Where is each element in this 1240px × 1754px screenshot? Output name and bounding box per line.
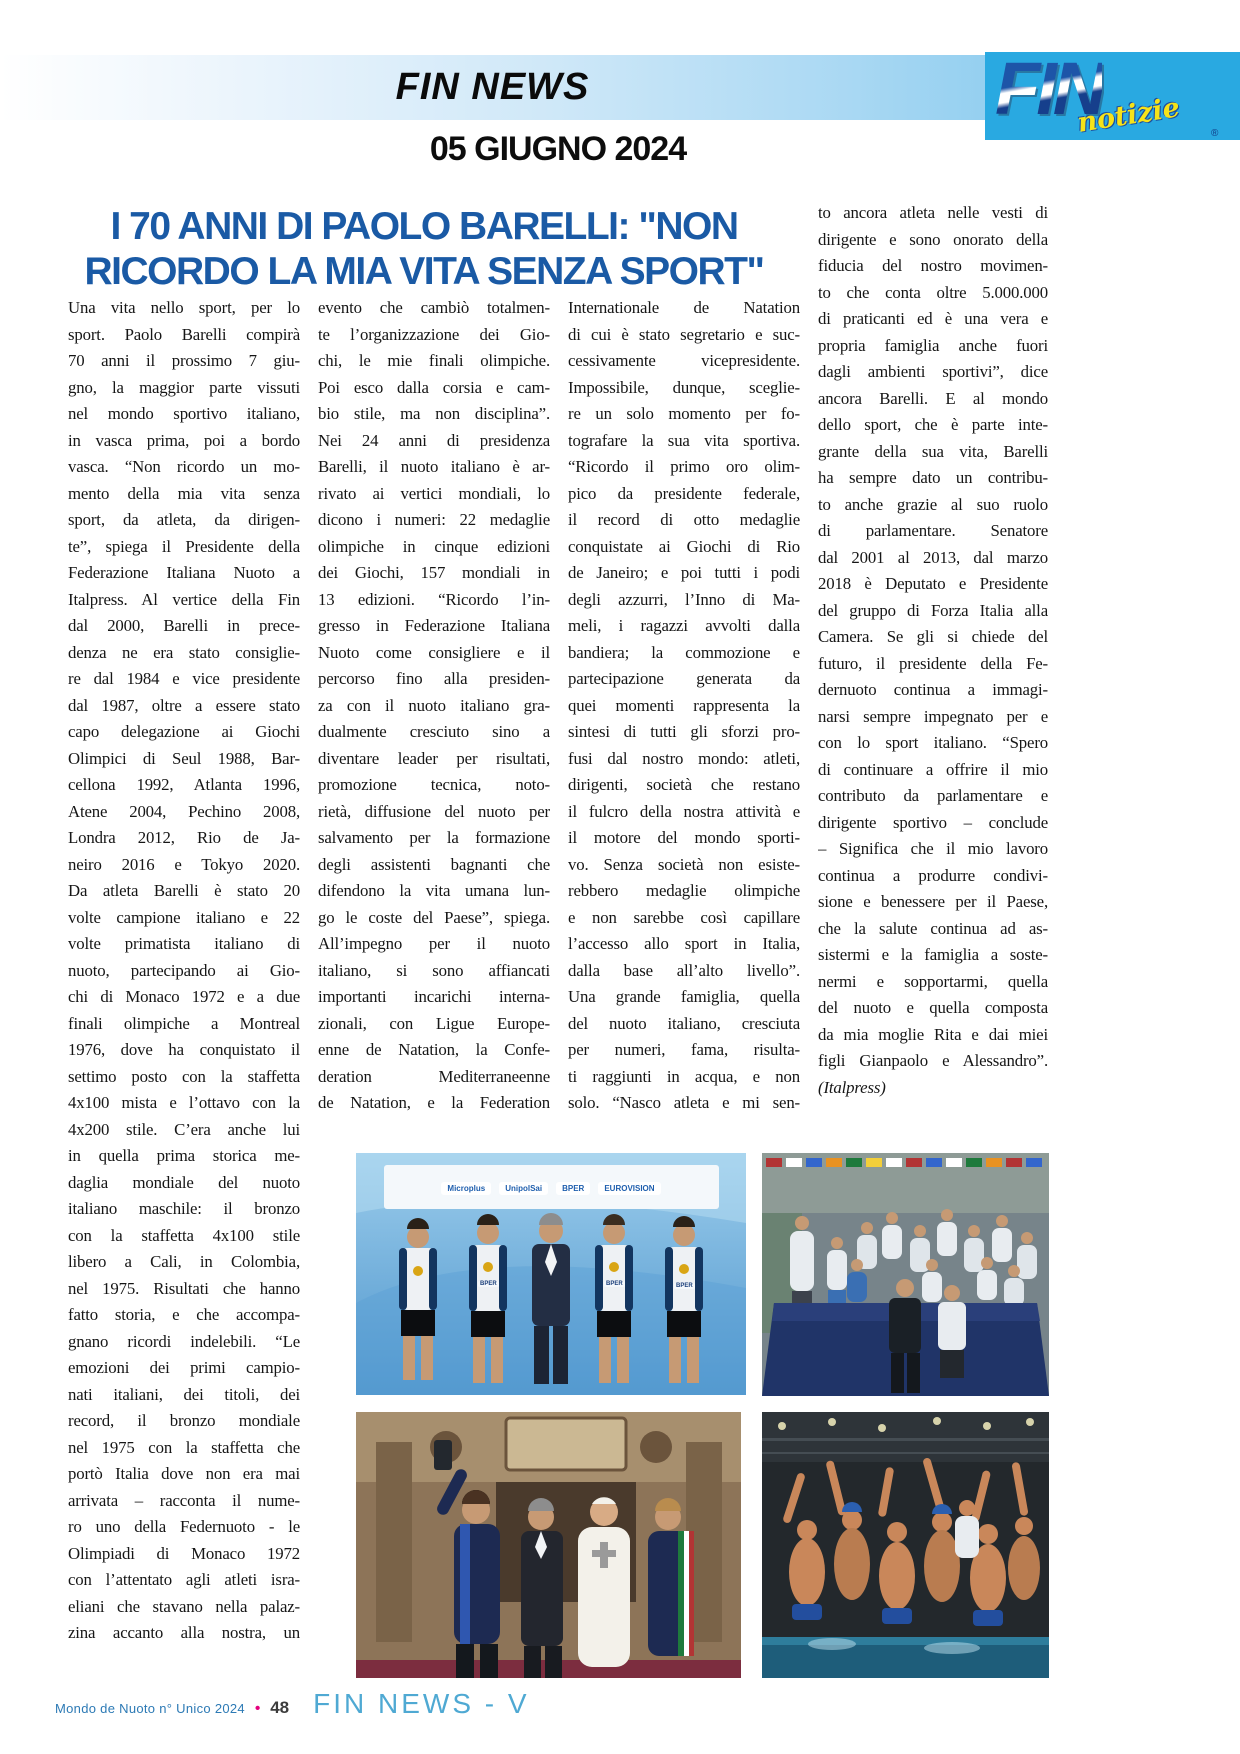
text-line: importanti incarichi interna- <box>318 987 550 1006</box>
text-line: dirigente sportivo – conclude <box>818 812 1048 832</box>
text-line: vo. Senza società non esiste- <box>568 854 800 874</box>
sponsor-label: UnipolSai <box>499 1182 548 1195</box>
text-line: ancora Barelli. E al mondo <box>818 388 1048 408</box>
text-line: evento che cambiò totalmen- <box>318 298 550 317</box>
jersey-sponsor-tag: BPER <box>606 1281 623 1287</box>
text-line: con l’attentato agli atleti isra- <box>68 1570 300 1589</box>
text-line: nel mondo sportivo italiano, <box>68 404 300 423</box>
text-line: rivato ai vertici mondiali, lo <box>318 483 550 503</box>
text-line: del nuoto italiano, cresciuta <box>568 1013 800 1033</box>
text-line: dagli ambienti sportivi”, dice <box>818 362 1048 381</box>
text-line: Camera. Se gli si chiede del <box>818 627 1048 646</box>
text-line: 13 edizioni. “Ricordo l’in- <box>318 589 550 609</box>
text-line: nuoto, partecipando ai Gio- <box>68 960 300 980</box>
text-line: dal 2000, Barelli in prece- <box>68 616 300 635</box>
text-line: di continuare a offrire il mio <box>818 759 1048 779</box>
text-line: vasca. “Non ricordo un mo- <box>68 457 300 476</box>
text-line: record, il bronzo mondiale <box>68 1411 300 1430</box>
text-line: il record di otto medaglie <box>568 510 800 529</box>
text-line: con la staffetta 4x100 stile <box>68 1225 300 1245</box>
sponsor-label: BPER <box>556 1182 590 1195</box>
team-group-illustration <box>762 1153 1049 1396</box>
text-line: continua a produrre condivi- <box>818 865 1048 885</box>
fin-logo-text: FIN <box>995 47 1103 130</box>
text-line: emozioni dei primi campio- <box>68 1358 300 1377</box>
text-line: capo delegazione ai Giochi <box>68 722 300 741</box>
text-line: fiducia del nostro movimen- <box>818 256 1048 275</box>
text-line: zina accanto alla nostra, un <box>68 1623 300 1642</box>
jersey-sponsor-tag: BPER <box>480 1281 497 1287</box>
registered-mark: ® <box>1211 128 1219 139</box>
text-line: 2018 è Deputato e Presidente <box>818 574 1048 593</box>
text-line: dicono i numeri: 22 medaglie <box>318 510 550 529</box>
text-line: re dal 1984 e vice presidente <box>68 669 300 688</box>
text-line: nel 1975. Risultati che hanno <box>68 1278 300 1298</box>
article-column-3 <box>568 295 800 1117</box>
text-line: volte primatista italiano di <box>68 934 300 953</box>
text-line: percorso fino alla presiden- <box>318 669 550 688</box>
text-line: fatto storia, e che accompa- <box>68 1305 300 1324</box>
text-line: sport, da atleta, da dirigen- <box>68 510 300 529</box>
text-line: difendono la vita umana lun- <box>318 881 550 900</box>
photo-team-group-podium <box>762 1153 1049 1396</box>
text-line: degli assistenti bagnanti che <box>318 854 550 874</box>
page-footer <box>55 1688 530 1720</box>
text-line: sport. Paolo Barelli compirà <box>68 324 300 344</box>
text-line: grante della sua vita, Barelli <box>818 441 1048 461</box>
text-line: deration Mediterraneenne <box>318 1066 550 1086</box>
text-line: di parlamentare. Senatore <box>818 521 1048 540</box>
text-line: nermi e sopportarmi, quella <box>818 971 1048 991</box>
text-line: Impossibile, dunque, sceglie- <box>568 377 800 397</box>
text-line: dirigenti, società che restano <box>568 775 800 794</box>
text-line: il fulcro della nostra attività e <box>568 801 800 821</box>
text-line: italiano, si sono affiancati <box>318 960 550 980</box>
text-line: quei momenti rappresenta la <box>568 695 800 715</box>
text-line: mento della mia vita senza <box>68 483 300 503</box>
text-line: de Janeiro; e poi tutti i podi <box>568 563 800 582</box>
text-line: il motore del mondo sporti- <box>568 828 800 847</box>
text-line: ro uno della Federnuoto - le <box>68 1517 300 1536</box>
text-line: che la salute continua ad as- <box>818 918 1048 938</box>
text-line: sistermi e la famiglia a soste- <box>818 945 1048 964</box>
text-line: zionali, con Ligue Europe- <box>318 1013 550 1033</box>
sponsor-label: EUROVISION <box>598 1182 660 1195</box>
text-line: dualmente cresciuto sino a <box>318 722 550 741</box>
text-line: Atene 2004, Pechino 2008, <box>68 801 300 821</box>
text-line: settimo posto con la staffetta <box>68 1066 300 1086</box>
text-line: arrivata – racconta il nume- <box>68 1490 300 1510</box>
header-gradient-band <box>0 55 1000 120</box>
text-line: partecipazione generata da <box>568 669 800 688</box>
text-line: degli azzurri, l’Inno di Ma- <box>568 589 800 609</box>
text-line: go le coste del Paese”, spiega. <box>318 907 550 927</box>
headline-line-1: I 70 ANNI DI PAOLO BARELLI: "NON <box>110 205 738 249</box>
text-line: diventare leader per risultati, <box>318 748 550 768</box>
text-line: promozione tecnica, noto- <box>318 775 550 794</box>
text-line: “Ricordo il primo oro olim- <box>568 457 800 476</box>
text-line: gnano ricordi indelebili. “Le <box>68 1331 300 1351</box>
text-line: di praticanti ed è una vera e <box>818 309 1048 328</box>
text-line: finali olimpiche a Montreal <box>68 1013 300 1033</box>
text-line: l’accesso allo sport in Italia, <box>568 934 800 953</box>
text-line: 1976, dove ha conquistato il <box>68 1040 300 1059</box>
text-line: Una grande famiglia, quella <box>568 987 800 1006</box>
text-line: to che conta oltre 5.000.000 <box>818 282 1048 302</box>
text-line: Una vita nello sport, per lo <box>68 298 300 317</box>
text-line: Nuoto come consigliere e il <box>318 642 550 662</box>
sponsor-board <box>386 1169 716 1207</box>
text-line: to ancora atleta nelle vesti di <box>818 203 1048 222</box>
text-line: dal 2001 al 2013, dal marzo <box>818 547 1048 567</box>
text-line: in quella prima storica me- <box>68 1146 300 1165</box>
photo-waterpolo-celebration <box>762 1412 1049 1678</box>
headline-line-2: RICORDO LA MIA VITA SENZA SPORT" <box>84 250 764 294</box>
text-line: dal 1987, oltre a essere stato <box>68 695 300 715</box>
text-line: gresso in Federazione Italiana <box>318 616 550 635</box>
text-line: meli, i ragazzi avvolti dalla <box>568 616 800 635</box>
text-line: to anche grazie al suo ruolo <box>818 494 1048 514</box>
text-line: propria famiglia anche fuori <box>818 335 1048 355</box>
text-line: daglia mondiale del nuoto <box>68 1172 300 1192</box>
text-line: tografare la sua vita sportiva. <box>568 430 800 450</box>
text-line: dalla base all’alto livello”. <box>568 960 800 980</box>
article-column-2 <box>318 295 550 1117</box>
text-line: rietà, diffusione del nuoto per <box>318 801 550 821</box>
text-line: neiro 2016 e Tokyo 2020. <box>68 854 300 874</box>
text-line: 4x200 stile. C’era anche lui <box>68 1119 300 1139</box>
text-line: (Italpress) <box>818 1077 886 1097</box>
sponsor-label: Microplus <box>441 1182 491 1195</box>
article-column-4 <box>818 200 1048 1101</box>
text-line: Nei 24 anni di presidenza <box>318 430 550 450</box>
text-line: pico da presidente federale, <box>568 483 800 503</box>
text-line: denza ne era stato consiglie- <box>68 642 300 662</box>
text-line: ha sempre dato un contribu- <box>818 468 1048 487</box>
text-line: conquistate ai Giochi di Rio <box>568 536 800 556</box>
text-line: libero a Cali, in Colombia, <box>68 1252 300 1271</box>
notizie-logo-text: notizie <box>1075 92 1182 139</box>
text-line: narsi sempre impegnato per e <box>818 706 1048 726</box>
text-line: olimpiche in cinque edizioni <box>318 536 550 556</box>
text-line: rebbero medaglie olimpiche <box>568 881 800 900</box>
text-line: bio stile, ma non disciplina”. <box>318 404 550 423</box>
text-line: del gruppo di Forza Italia alla <box>818 600 1048 620</box>
text-line: del nuoto e quella composta <box>818 998 1048 1017</box>
text-line: Internationale de Natation <box>568 298 800 317</box>
text-line: Londra 2012, Rio de Ja- <box>68 828 300 847</box>
text-line: 70 anni il prossimo 7 giu- <box>68 351 300 370</box>
text-line: portò Italia dove non era mai <box>68 1464 300 1483</box>
text-line: e non sarebbe così capillare <box>568 907 800 927</box>
text-line: di cui è stato segretario e suc- <box>568 324 800 344</box>
text-line: te”, spiega il Presidente della <box>68 536 300 556</box>
text-line: italiano maschile: il bronzo <box>68 1199 300 1218</box>
text-line: sintesi di tutti gli sforzi pro- <box>568 722 800 741</box>
text-line: da mia moglie Rita e dai miei <box>818 1024 1048 1044</box>
article-date: 05 GIUGNO 2024 <box>429 130 687 168</box>
text-line: dei Giochi, 157 mondiali in <box>318 563 550 582</box>
text-line: Italpress. Al vertice della Fin <box>68 589 300 609</box>
text-line: figli Gianpaolo e Alessandro”. <box>818 1051 1048 1070</box>
text-line: All’impegno per il nuoto <box>318 934 550 953</box>
text-line: fusi dal nostro mondo: atleti, <box>568 748 800 768</box>
text-line: nati italiani, dei titoli, dei <box>68 1384 300 1404</box>
text-line: bandiera; la commozione e <box>568 642 800 662</box>
text-line: eliani che stavano nella palaz- <box>68 1596 300 1616</box>
text-line: con lo sport italiano. “Spero <box>818 733 1048 752</box>
text-line: cellona 1992, Atlanta 1996, <box>68 775 300 794</box>
text-line: 4x100 mista e l’ottavo con la <box>68 1093 300 1112</box>
text-line: dernuoto continua a immagi- <box>818 680 1048 699</box>
text-line: chi, le mie finali olimpiche. <box>318 351 550 370</box>
text-line: te l’organizzazione dei Gio- <box>318 324 550 344</box>
text-line: de Natation, e la Federation <box>318 1093 550 1112</box>
text-line: futuro, il presidente della Fe- <box>818 653 1048 673</box>
text-line: cessivamente vicepresidente. <box>568 351 800 370</box>
text-line: Federazione Italiana Nuoto a <box>68 563 300 582</box>
section-title: FIN NEWS - V <box>313 1688 530 1719</box>
text-line: – Significa che il mio lavoro <box>818 839 1048 858</box>
magazine-name: Mondo de Nuoto n° Unico 2024 <box>55 1701 245 1716</box>
text-line: volte campione italiano e 22 <box>68 907 300 927</box>
text-line: re un solo momento per fo- <box>568 404 800 423</box>
footer-bullet: • <box>254 1700 261 1717</box>
page-number: 48 <box>270 1698 290 1717</box>
fin-notizie-logo <box>985 47 1240 140</box>
text-line: per numeri, fama, risulta- <box>568 1040 800 1059</box>
text-line: Olimpici di Seul 1988, Bar- <box>68 748 300 768</box>
waterpolo-illustration <box>762 1412 1049 1678</box>
text-line: solo. “Nasco atleta e mi sen- <box>568 1093 800 1112</box>
text-line: contributo da parlamentare e <box>818 786 1048 805</box>
pope-selfie-illustration <box>356 1412 741 1678</box>
text-line: ti raggiunti in acqua, e non <box>568 1066 800 1086</box>
text-line: nel 1975 con la staffetta che <box>68 1437 300 1457</box>
text-line: in vasca prima, poi a bordo <box>68 430 300 450</box>
text-line: Barelli, il nuoto italiano è ar- <box>318 457 550 476</box>
text-line: salvamento per la formazione <box>318 828 550 847</box>
article-column-1 <box>68 295 300 1647</box>
text-line: Poi esco dalla corsia e cam- <box>318 377 550 397</box>
text-line: chi di Monaco 1972 e a due <box>68 987 300 1006</box>
masthead-title: FIN NEWS <box>395 66 590 108</box>
article-headline <box>68 204 780 294</box>
text-line: Olimpiadi di Monaco 1972 <box>68 1543 300 1563</box>
text-line: dirigente e sono onorato della <box>818 229 1048 249</box>
text-line: za con il nuoto italiano gra- <box>318 695 550 715</box>
text-line: Da atleta Barelli è stato 20 <box>68 881 300 900</box>
text-line: enne de Natation, la Confe- <box>318 1040 550 1059</box>
jersey-sponsor-tag: BPER <box>676 1283 693 1289</box>
photo-swimmers-podium <box>356 1153 746 1395</box>
text-line: dello sport, che è parte inte- <box>818 415 1048 434</box>
photo-pope-selfie <box>356 1412 741 1678</box>
text-line: gno, la maggior parte vissuti <box>68 377 300 397</box>
text-line: sione e benessere per il Paese, <box>818 892 1048 911</box>
